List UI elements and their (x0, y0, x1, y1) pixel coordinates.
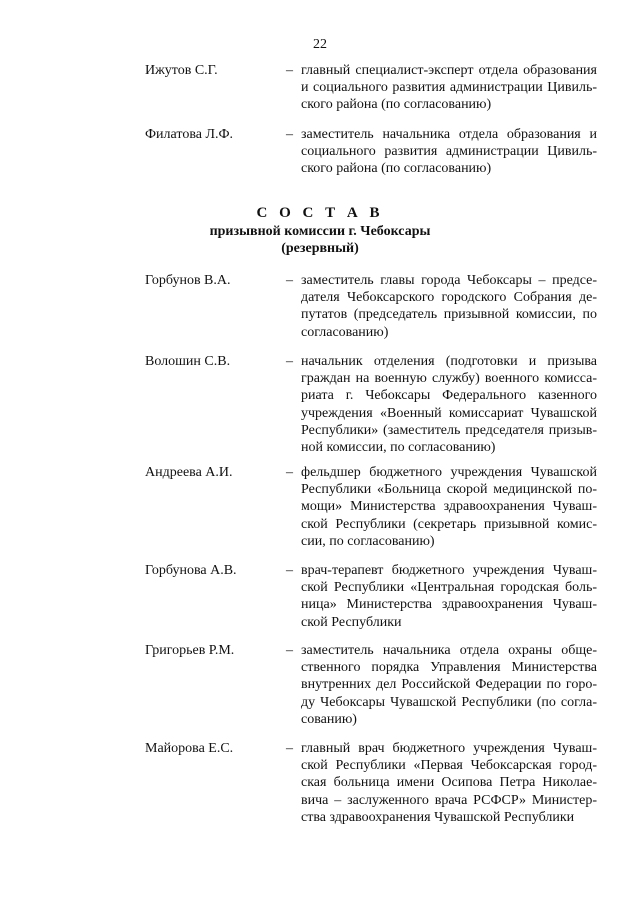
member-dash: – (286, 63, 293, 78)
member-name: Григорьев Р.М. (145, 643, 235, 658)
description-line: ской Республики «Первая Чебоксарская город- (301, 758, 597, 774)
member-dash: – (286, 273, 293, 288)
description-line: заместитель начальника отдела образования и (301, 127, 597, 142)
description-line: ская больница имени Осипова Петра Николае- (301, 775, 597, 791)
member-name: Ижутов С.Г. (145, 63, 218, 78)
description-line: сованию) (301, 711, 357, 727)
description-line: граждан на военную службу) военного комисса- (301, 371, 597, 387)
description-line: ского района (по согласованию) (301, 161, 492, 177)
description-line: ской Республики (секретарь призывной комис- (301, 516, 597, 532)
member-dash: – (286, 741, 293, 756)
member-description (301, 353, 597, 456)
section-subtitle: призывной комиссии г. Чебоксары (209, 224, 431, 239)
description-line: ства здравоохранения Чувашской Республики (301, 809, 575, 825)
member-name: Горбунов В.А. (145, 273, 231, 288)
member-dash: – (286, 127, 293, 142)
member-description (301, 642, 597, 728)
member-dash: – (286, 465, 293, 480)
section-title: С О С Т А В (256, 205, 384, 221)
member-dash: – (286, 563, 293, 578)
member-description (301, 740, 597, 826)
description-line: главный врач бюджетного учреждения Чуваш- (301, 741, 597, 756)
description-line: Республики» (заместитель председателя призыв- (301, 422, 597, 438)
description-line: заместитель начальника отдела охраны обще- (301, 643, 597, 658)
description-line: ница» Министерства здравоохранения Чуваш- (301, 597, 597, 613)
description-line: ской Республики «Центральная городская боль- (301, 580, 597, 596)
description-line: вича – заслуженного врача РСФСР» Министер- (301, 792, 597, 808)
member-description (301, 562, 597, 631)
member-description (301, 272, 597, 341)
description-line: Республики «Больница скорой медицинской по- (301, 482, 597, 498)
description-line: ной комиссии, по согласованию) (301, 439, 496, 455)
description-line: риата г. Чебоксары Федерального казенного (301, 388, 597, 404)
description-line: врач-терапевт бюджетного учреждения Чуваш- (301, 563, 597, 578)
member-name: Андреева А.И. (145, 465, 233, 480)
member-description (301, 126, 597, 178)
description-line: ственного порядка Управления Министерства (301, 660, 597, 676)
description-line: начальник отделения (подготовки и призыва (301, 354, 597, 369)
description-line: внутренних дел Российской Федерации по горо- (301, 677, 597, 693)
section-note: (резервный) (281, 241, 359, 256)
page-number: 22 (313, 37, 327, 52)
member-name: Филатова Л.Ф. (145, 127, 234, 142)
description-line: дателя Чебоксарского городского Собрания де- (301, 290, 597, 306)
member-description (301, 464, 597, 550)
member-dash: – (286, 643, 293, 658)
description-line: мощи» Министерства здравоохранения Чуваш- (301, 499, 597, 515)
member-name: Волошин С.В. (145, 354, 231, 369)
description-line: главный специалист-эксперт отдела образования (301, 63, 597, 78)
description-line: ского района (по согласованию) (301, 97, 492, 113)
member-name: Майорова Е.С. (145, 741, 234, 756)
description-line: путатов (председатель призывной комиссии, по (301, 307, 597, 323)
description-line: учреждения «Военный комиссариат Чувашской (301, 405, 597, 421)
member-dash: – (286, 354, 293, 369)
member-name: Горбунова А.В. (145, 563, 237, 578)
description-line: фельдшер бюджетного учреждения Чувашской (301, 465, 597, 480)
description-line: сии, по согласованию) (301, 533, 435, 549)
member-description (301, 62, 597, 114)
description-line: заместитель главы города Чебоксары – предсе- (301, 273, 597, 288)
description-line: социального развития администрации Цивиль- (301, 144, 597, 160)
description-line: и социального развития администрации Цивиль- (301, 80, 597, 96)
description-line: ской Республики (301, 614, 402, 630)
description-line: согласованию) (301, 324, 389, 340)
description-line: ду Чебоксары Чувашской Республики (по согла- (301, 694, 597, 710)
